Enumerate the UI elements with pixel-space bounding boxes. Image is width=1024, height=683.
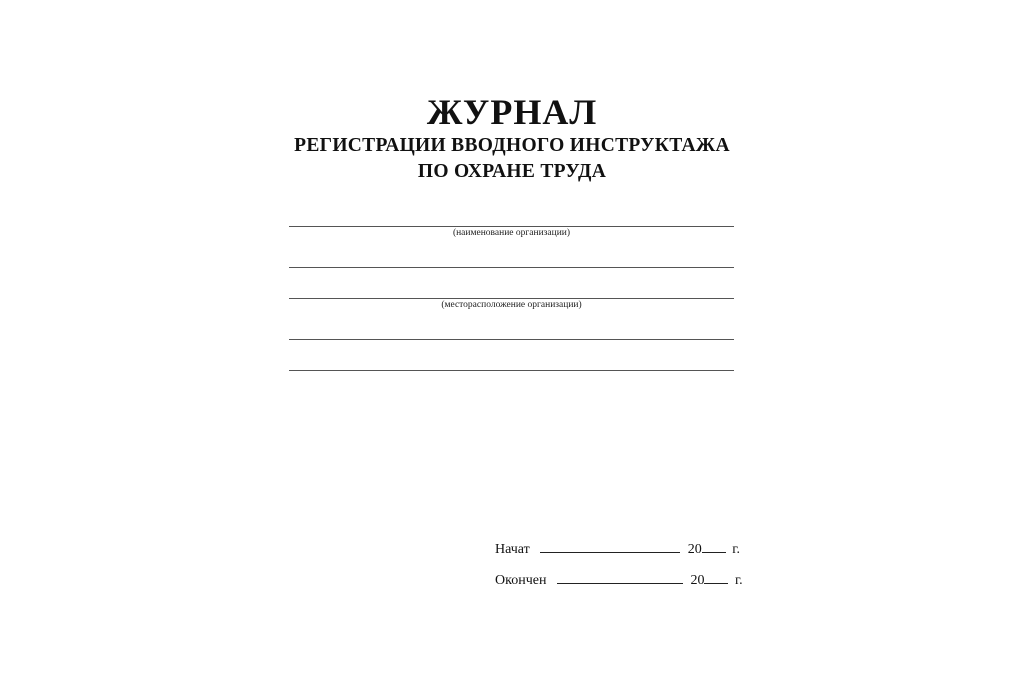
organization-location-line-3 bbox=[289, 370, 734, 371]
finished-year-blank bbox=[704, 571, 728, 584]
finished-year-suffix: г. bbox=[734, 573, 743, 588]
organization-name-line-2 bbox=[289, 267, 734, 268]
document-title: ЖУРНАЛ bbox=[426, 92, 598, 132]
finished-year-prefix: 20 bbox=[690, 573, 705, 588]
started-label: Начат bbox=[495, 542, 530, 557]
organization-location-line bbox=[289, 298, 734, 299]
started-date-row bbox=[495, 540, 740, 557]
started-year-suffix: г. bbox=[732, 542, 740, 557]
started-year-blank bbox=[702, 540, 726, 553]
organization-name-caption: (наименование организации) bbox=[452, 228, 571, 238]
started-date-blank bbox=[540, 540, 680, 553]
organization-location-line-2 bbox=[289, 339, 734, 340]
organization-name-line bbox=[289, 226, 734, 227]
organization-location-caption: (месторасположение организации) bbox=[441, 300, 582, 310]
document-subtitle-line-1: РЕГИСТРАЦИИ ВВОДНОГО ИНСТРУКТАЖА bbox=[294, 135, 730, 156]
finished-label: Окончен bbox=[495, 573, 547, 588]
finished-date-row bbox=[495, 571, 743, 588]
started-year-prefix: 20 bbox=[687, 542, 702, 557]
document-subtitle-line-2: ПО ОХРАНЕ ТРУДА bbox=[417, 161, 607, 182]
finished-date-blank bbox=[557, 571, 683, 584]
